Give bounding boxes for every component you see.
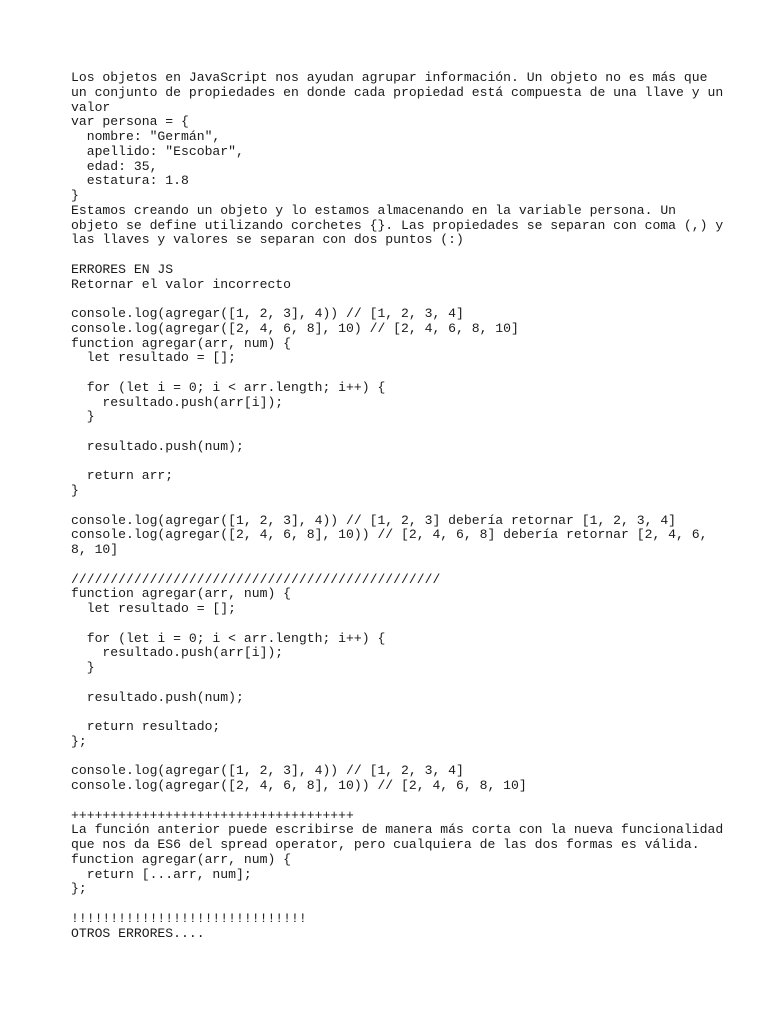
document-line: return [...arr, num];	[71, 866, 252, 882]
document-line: ERRORES EN JS	[71, 261, 174, 277]
blank-line	[71, 499, 711, 514]
document-line: let resultado = [];	[71, 601, 237, 616]
document-line: function agregar(arr, num) {	[71, 335, 292, 351]
document-line: function agregar(arr, num) {	[71, 851, 292, 867]
document-line: resultado.push(arr[i]);	[71, 645, 284, 661]
blank-line	[71, 676, 711, 691]
blank-line	[71, 366, 711, 381]
blank-line	[71, 705, 711, 720]
blank-line	[71, 617, 711, 632]
document-line: return resultado;	[71, 719, 221, 734]
document-line: for (let i = 0; i < arr.length; i++) {	[71, 379, 386, 395]
document-line: La función anterior puede escribirse de manera más corta con la nueva funcionalidad	[71, 822, 724, 838]
blank-line	[71, 292, 711, 307]
document-line: nombre: "Germán",	[71, 129, 221, 144]
document-line: que nos da ES6 del spread operator, pero cualquiera de las dos formas es válida.	[71, 837, 700, 852]
document-line: Los objetos en JavaScript nos ayudan agrupar información. Un objeto no es más que	[71, 70, 708, 85]
document-page	[71, 70, 724, 941]
document-line: resultado.push(arr[i]);	[71, 394, 284, 410]
document-line: }	[71, 188, 79, 203]
document-line: var persona = {	[71, 114, 189, 130]
document-line: for (let i = 0; i < arr.length; i++) {	[71, 630, 386, 646]
document-line: Retornar el valor incorrecto	[71, 276, 292, 292]
blank-line	[71, 425, 711, 440]
document-line: console.log(agregar([2, 4, 6, 8], 10) // [2, 4, 6, 8, 10]	[71, 320, 519, 336]
document-line: };	[71, 881, 87, 897]
document-line: return arr;	[71, 468, 174, 484]
blank-line	[71, 248, 711, 263]
document-line: ++++++++++++++++++++++++++++++++++++	[71, 807, 354, 823]
blank-line	[71, 794, 711, 809]
document-line: las llaves y valores se separan con dos puntos (:)	[71, 232, 464, 248]
document-line: };	[71, 733, 87, 749]
blank-line	[71, 897, 711, 912]
document-line: OTROS ERRORES....	[71, 925, 205, 941]
document-line: edad: 35,	[71, 158, 158, 174]
document-line: console.log(agregar([2, 4, 6, 8], 10)) // [2, 4, 6, 8] debería retornar [2, 4, 6,	[71, 527, 708, 543]
document-line: let resultado = [];	[71, 350, 237, 366]
blank-line	[71, 455, 711, 470]
document-line: 8, 10]	[71, 542, 119, 557]
document-line: objeto se define utilizando corchetes {}. Las propiedades se separan con coma (,) y	[71, 217, 724, 233]
document-line: estatura: 1.8	[71, 173, 189, 189]
blank-line	[71, 558, 711, 573]
document-line: console.log(agregar([1, 2, 3], 4)) // [1, 2, 3, 4]	[71, 306, 464, 321]
blank-line	[71, 750, 711, 765]
document-line: apellido: "Escobar",	[71, 143, 244, 159]
document-line: console.log(agregar([1, 2, 3], 4)) // [1, 2, 3] debería retornar [1, 2, 3, 4]	[71, 512, 677, 528]
document-line: Estamos creando un objeto y lo estamos almacenando en la variable persona. Un	[71, 202, 677, 218]
document-line: }	[71, 483, 79, 498]
document-line: valor	[71, 99, 111, 115]
document-line: }	[71, 660, 95, 675]
document-line: function agregar(arr, num) {	[71, 586, 292, 602]
document-line: resultado.push(num);	[71, 438, 244, 454]
document-line: }	[71, 409, 95, 425]
document-line: resultado.push(num);	[71, 689, 244, 705]
document-line: ///////////////////////////////////////////////	[71, 571, 441, 587]
document-line: !!!!!!!!!!!!!!!!!!!!!!!!!!!!!!	[71, 910, 307, 926]
document-line: console.log(agregar([2, 4, 6, 8], 10)) // [2, 4, 6, 8, 10]	[71, 778, 527, 793]
document-line: console.log(agregar([1, 2, 3], 4)) // [1, 2, 3, 4]	[71, 763, 464, 779]
document-line: un conjunto de propiedades en donde cada propiedad está compuesta de una llave y un	[71, 84, 724, 100]
